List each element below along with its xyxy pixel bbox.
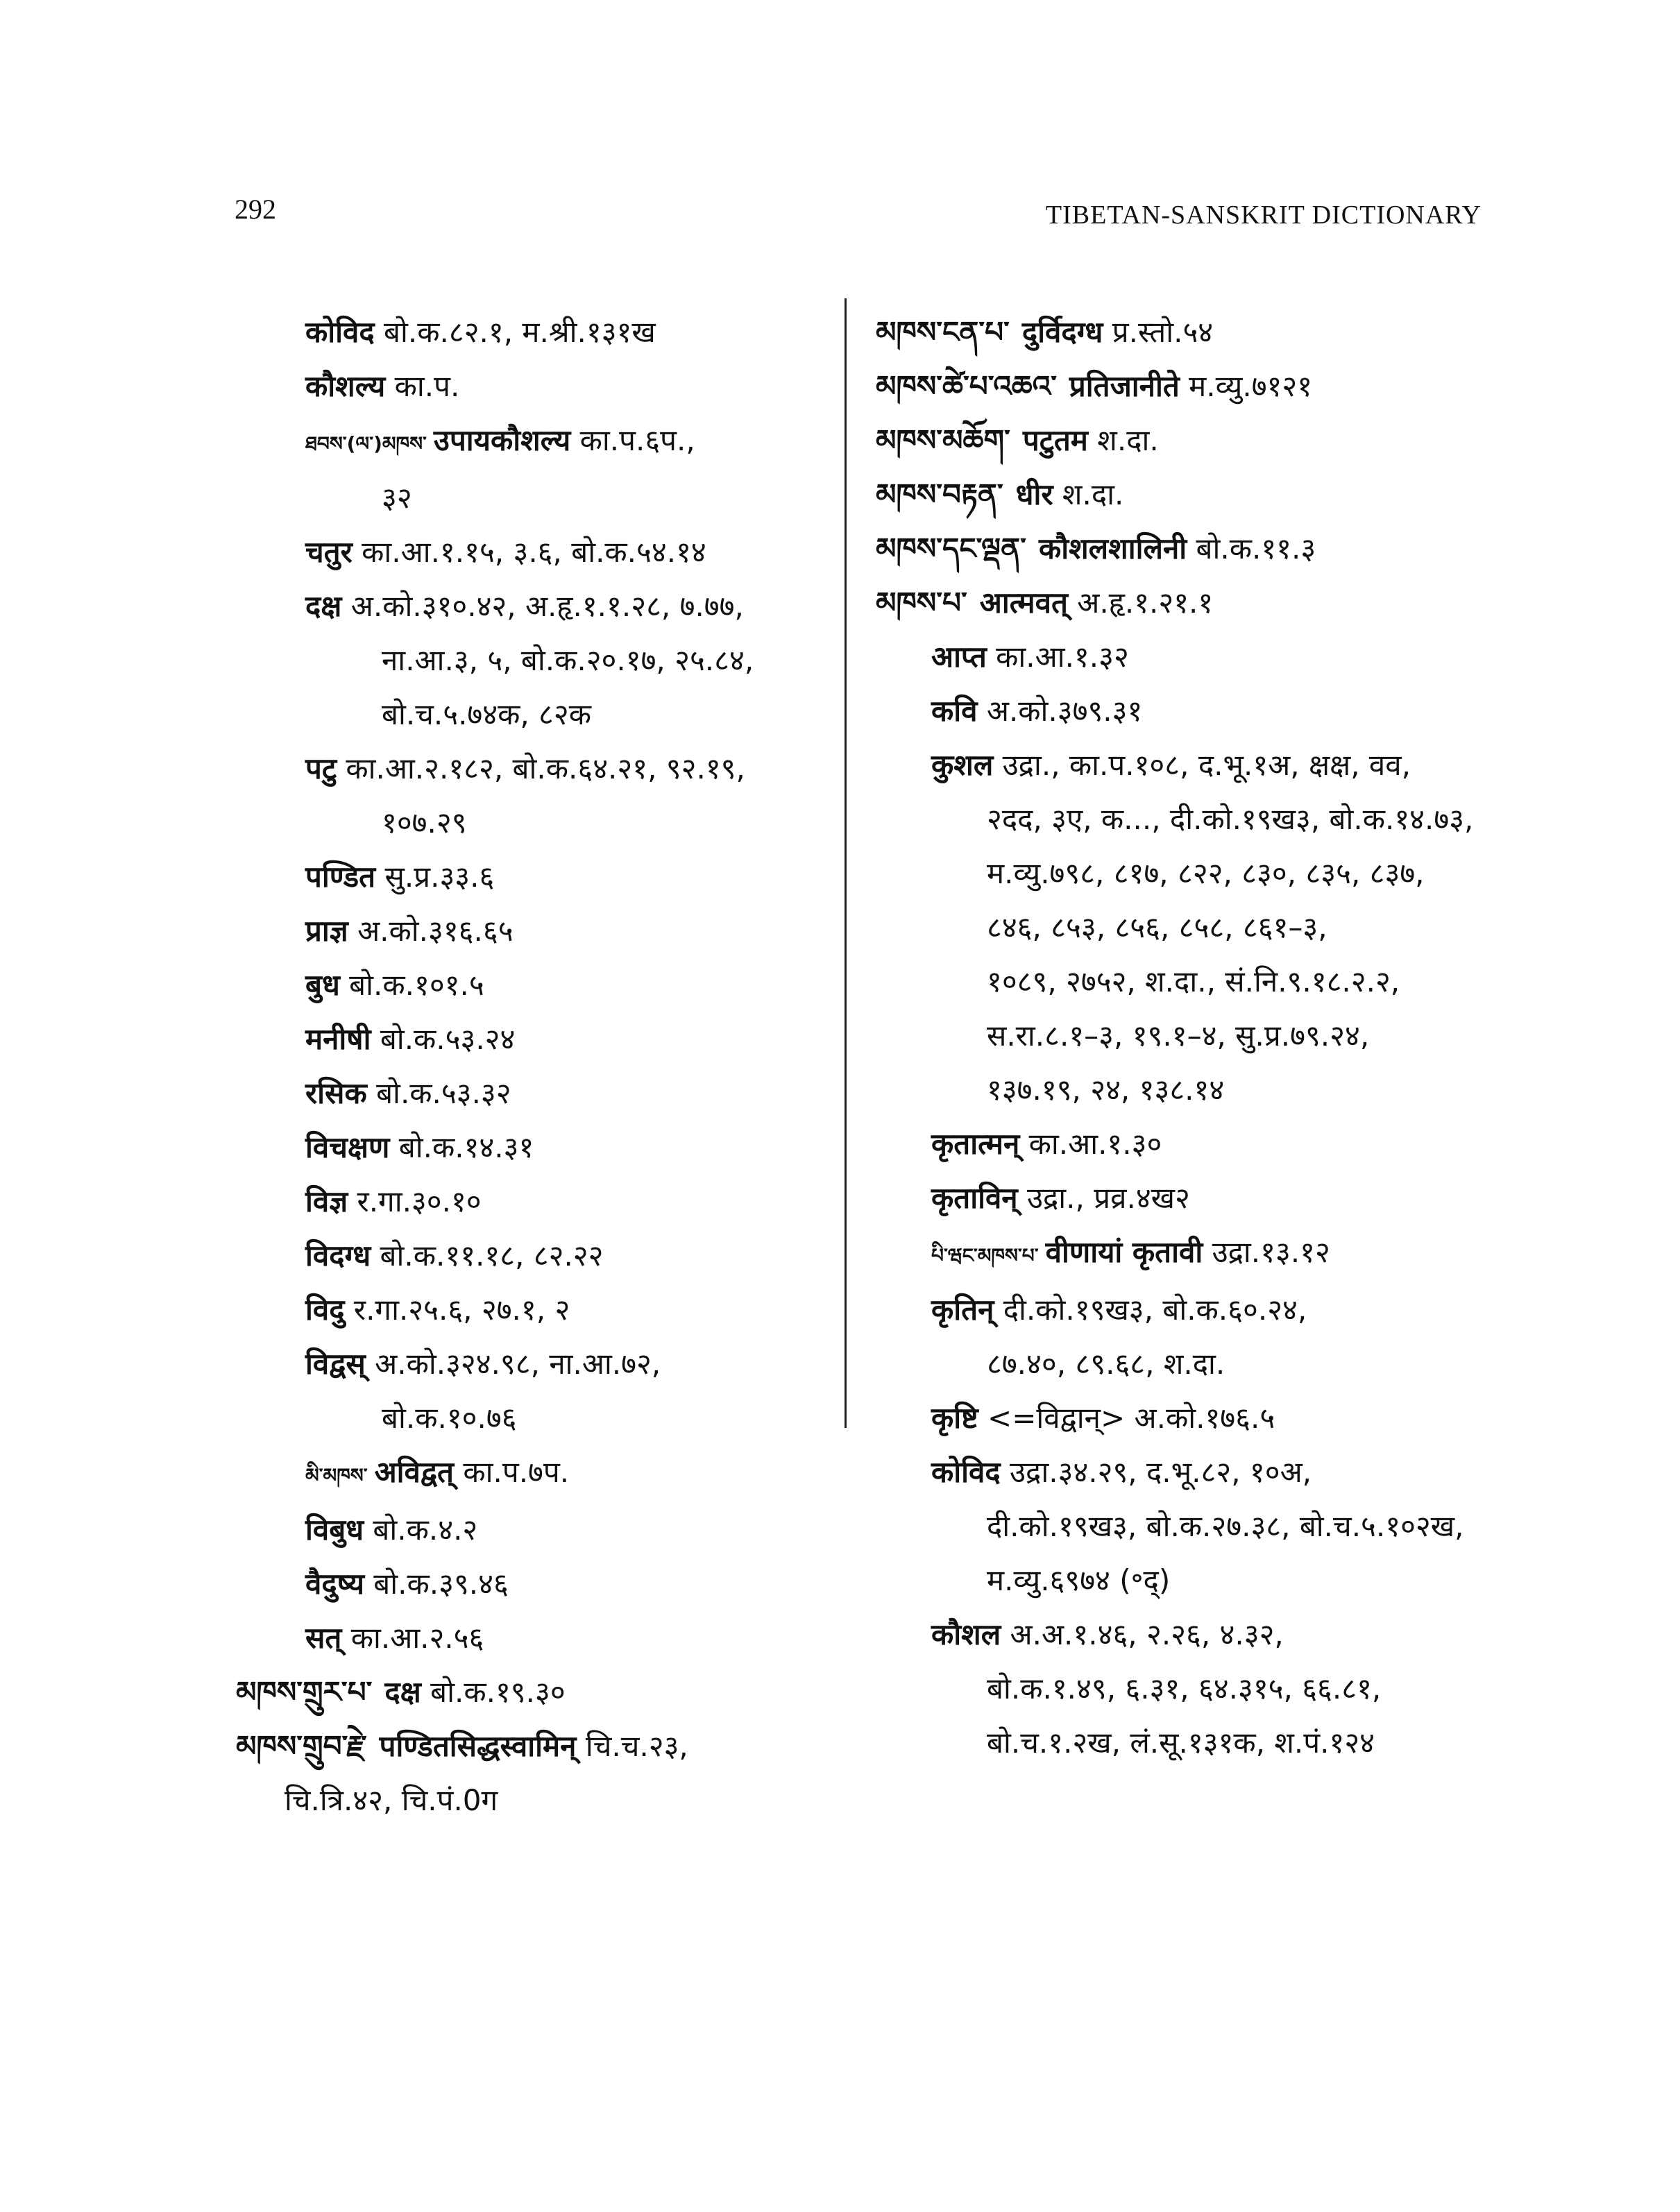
entry-continuation-line <box>931 1716 1486 1770</box>
entry-continuation-line <box>931 901 1486 955</box>
sanskrit-headword: वैदुष्य <box>305 1567 364 1601</box>
citation-text: बो.क.१०१.५ <box>349 968 484 1002</box>
sanskrit-headword: पटुतम <box>1022 423 1088 457</box>
citation-text: म.व्यु.७१२१ <box>1189 369 1313 403</box>
citation-text: का.आ.१.३२ <box>996 640 1129 674</box>
tibetan-term: མཁས་མཆོག་ <box>876 423 1010 457</box>
running-head: TIBETAN-SANSKRIT DICTIONARY <box>1045 201 1482 230</box>
dictionary-entry <box>236 1665 833 1719</box>
tibetan-term: མཁས་པ་ <box>876 586 967 620</box>
dictionary-entry <box>876 1608 1486 1770</box>
entry-line <box>305 1445 833 1503</box>
sanskrit-headword: कृतिन् <box>931 1293 994 1327</box>
citation-text: अ.को.३१६.६५ <box>357 914 514 948</box>
entry-line <box>305 742 833 796</box>
dictionary-entry <box>876 576 1486 630</box>
dictionary-entry <box>236 1611 833 1665</box>
entry-line <box>931 1608 1486 1662</box>
entry-line <box>931 1391 1486 1445</box>
entry-continuation-line <box>931 846 1486 901</box>
citation-text: बो.क.१४.३१ <box>398 1130 534 1164</box>
dictionary-entry <box>876 468 1486 522</box>
tibetan-term: མཁས་གྲུབ་རྗེ་ <box>236 1729 367 1763</box>
citation-text: प्र.स्तो.५४ <box>1112 315 1214 349</box>
citation-text: उद्रा.३४.२९, द.भू.८२, १०अ, <box>1010 1455 1312 1489</box>
tibetan-term: མཁས་བརྟན་ <box>876 477 1003 511</box>
sanskrit-headword: पण्डित <box>305 860 376 894</box>
entry-line <box>931 684 1486 738</box>
dictionary-entry <box>876 414 1486 468</box>
entry-continuation-line <box>305 1391 833 1445</box>
entry-line <box>931 1283 1486 1337</box>
citation-text: अ.अ.१.४६, २.२६, ४.३२, <box>1010 1617 1284 1651</box>
entry-line <box>931 1225 1486 1283</box>
citation-text: बो.क.११.१८, ८२.२२ <box>380 1239 604 1273</box>
entry-continuation-line <box>931 1554 1486 1608</box>
entry-line <box>876 576 1486 630</box>
dictionary-entry <box>876 1391 1486 1445</box>
dictionary-entry <box>876 1171 1486 1225</box>
dictionary-entry <box>876 738 1486 1117</box>
dictionary-entry <box>236 414 833 525</box>
citation-text: १३७.१९, २४, १३८.१४ <box>987 1073 1225 1107</box>
citation-text: अ.हृ.१.२१.१ <box>1077 586 1214 620</box>
entry-continuation-line <box>931 1499 1486 1554</box>
sanskrit-headword: कुशल <box>931 748 994 782</box>
dictionary-entry <box>236 1283 833 1337</box>
sanskrit-headword: सत् <box>305 1621 342 1655</box>
sanskrit-headword: उपायकौशल्य <box>433 423 571 457</box>
dictionary-entry <box>236 525 833 579</box>
entry-line <box>305 305 833 359</box>
entry-line <box>931 738 1486 792</box>
column-divider <box>845 298 847 1428</box>
tibetan-term: མཁས་ཚེ་པ་འཆའ་ <box>876 369 1057 403</box>
citation-text: का.प.६प., <box>579 423 695 457</box>
citation-text: अ.को.३१०.४२, अ.हृ.१.१.२८, ७.७७, <box>350 589 744 623</box>
citation-text: का.प. <box>394 369 460 403</box>
citation-text: का.आ.२.१८२, बो.क.६४.२१, ९२.१९, <box>346 751 745 785</box>
sanskrit-headword: दुर्विदग्ध <box>1021 315 1103 349</box>
entry-line <box>931 1445 1486 1499</box>
entry-line <box>876 359 1486 414</box>
page-number: 292 <box>235 194 276 225</box>
dictionary-entry <box>236 1503 833 1557</box>
entry-line <box>305 1012 833 1066</box>
entry-line <box>305 525 833 579</box>
dictionary-entry <box>236 1719 833 1828</box>
citation-text: स.रा.८.१–३, १९.१–४, सु.प्र.७९.२४, <box>987 1019 1370 1053</box>
entry-line <box>876 305 1486 359</box>
entry-line <box>305 359 833 414</box>
dictionary-entry <box>876 684 1486 738</box>
citation-text: बो.क.४.२ <box>373 1513 478 1547</box>
citation-text: उद्रा., का.प.१०८, द.भू.१अ, क्षक्ष, वव, <box>1002 748 1411 782</box>
tibetan-term: མཁས་དང་ལྡན་ <box>876 531 1026 565</box>
citation-text: का.आ.२.५६ <box>350 1621 484 1655</box>
entry-continuation-line <box>931 955 1486 1009</box>
entry-continuation-line <box>236 1773 833 1828</box>
entry-continuation-line <box>931 1662 1486 1716</box>
dictionary-entry <box>876 1225 1486 1283</box>
entry-line <box>876 468 1486 522</box>
dictionary-entry <box>236 1557 833 1611</box>
sanskrit-headword: कृताविन् <box>931 1181 1018 1215</box>
entry-continuation-line <box>305 471 833 525</box>
citation-text: बो.क.१.४९, ६.३१, ६४.३१५, ६६.८१, <box>987 1671 1382 1705</box>
entry-line <box>305 579 833 633</box>
dictionary-entry <box>876 522 1486 576</box>
citation-text: २दद, ३ए, क..., दी.को.१९ख३, बो.क.१४.७३, <box>987 802 1474 836</box>
entry-continuation-line <box>931 1009 1486 1063</box>
entry-line <box>236 1719 833 1773</box>
dictionary-entry <box>236 305 833 359</box>
sanskrit-headword: दक्ष <box>305 589 342 623</box>
sanskrit-headword: कोविद <box>305 315 375 349</box>
citation-text: बो.च.१.२ख, लं.सू.१३१क, श.पं.१२४ <box>987 1726 1375 1760</box>
sanskrit-headword: प्रतिजानीते <box>1069 369 1180 403</box>
entry-continuation-line <box>931 792 1486 846</box>
citation-text: उद्रा., प्रव्र.४ख२ <box>1026 1181 1190 1215</box>
dictionary-entry <box>876 1445 1486 1608</box>
entry-line <box>305 1066 833 1121</box>
dictionary-entry <box>236 359 833 414</box>
dictionary-entry <box>876 630 1486 684</box>
tibetan-term: མཁས་གྲུར་པ་ <box>236 1675 373 1709</box>
dictionary-entry <box>236 1229 833 1283</box>
citation-text: बो.क.८२.१, म.श्री.१३१ख <box>384 315 656 349</box>
sanskrit-headword: विदु <box>305 1293 345 1327</box>
sanskrit-headword: प्राज्ञ <box>305 914 348 948</box>
sanskrit-headword: आत्मवत् <box>979 586 1068 620</box>
sanskrit-headword: विचक्षण <box>305 1130 390 1164</box>
left-column <box>236 305 833 1828</box>
entry-line <box>305 850 833 904</box>
entry-line <box>236 1665 833 1719</box>
dictionary-entry <box>236 742 833 850</box>
citation-text: ८७.४०, ८९.६८, श.दा. <box>987 1347 1225 1381</box>
tibetan-term: པི་ཝང་མཁས་པ་ <box>931 1244 1039 1267</box>
right-column <box>876 305 1486 1770</box>
entry-line <box>931 630 1486 684</box>
dictionary-entry <box>236 1121 833 1175</box>
entry-line <box>305 1337 833 1391</box>
citation-text: ३२ <box>382 481 412 515</box>
citation-text: बो.क.५३.३२ <box>376 1076 511 1110</box>
citation-text: म.व्यु.७९८, ८१७, ८२२, ८३०, ८३५, ८३७, <box>987 856 1425 890</box>
citation-text: बो.क.३९.४६ <box>373 1567 509 1601</box>
dictionary-entry <box>876 359 1486 414</box>
sanskrit-headword: कौशल्य <box>305 369 386 403</box>
entry-continuation-line <box>931 1063 1486 1117</box>
dictionary-entry <box>236 1445 833 1503</box>
entry-continuation-line <box>931 1337 1486 1391</box>
citation-text: अ.को.३७९.३१ <box>986 694 1143 728</box>
entry-line <box>876 522 1486 576</box>
sanskrit-headword: पण्डितसिद्धस्वामिन् <box>379 1729 577 1763</box>
dictionary-entry <box>236 579 833 742</box>
sanskrit-headword: बुध <box>305 968 340 1002</box>
sanskrit-headword: दक्ष <box>384 1675 421 1709</box>
sanskrit-headword: विद्वस् <box>305 1347 366 1381</box>
entry-line <box>305 1503 833 1557</box>
citation-text: बो.क.५३.२४ <box>380 1022 516 1056</box>
sanskrit-headword: कौशलशालिनी <box>1038 531 1187 565</box>
entry-line <box>305 1229 833 1283</box>
dictionary-entry <box>236 1066 833 1121</box>
sanskrit-headword: कवि <box>931 694 978 728</box>
citation-text: बो.क.११.३ <box>1196 531 1316 565</box>
dictionary-entry <box>876 305 1486 359</box>
citation-text: ना.आ.३, ५, बो.क.२०.१७, २५.८४, <box>382 643 754 677</box>
citation-text: सु.प्र.३३.६ <box>384 860 495 894</box>
entry-line <box>931 1171 1486 1225</box>
entry-line <box>305 1121 833 1175</box>
citation-text: का.प.७प. <box>463 1455 570 1489</box>
entry-line <box>876 414 1486 468</box>
entry-continuation-line <box>305 688 833 742</box>
sanskrit-headword: धीर <box>1015 477 1053 511</box>
tibetan-term: ཐབས་(ལ་)མཁས་ <box>305 432 427 455</box>
tibetan-term: མཁས་ངན་པ་ <box>876 315 1010 349</box>
citation-text: चि.त्रि.४२, चि.पं.0ग <box>285 1783 498 1817</box>
citation-text: श.दा. <box>1097 423 1159 457</box>
citation-text: १०७.२९ <box>382 806 467 840</box>
entry-line <box>305 958 833 1012</box>
citation-text: म.व्यु.६९७४ (॰द्) <box>987 1563 1171 1597</box>
sanskrit-headword: विज्ञ <box>305 1184 348 1218</box>
citation-text: बो.च.५.७४क, ८२क <box>382 697 591 731</box>
sanskrit-headword: कृष्टि <box>931 1401 978 1435</box>
dictionary-entry <box>236 904 833 958</box>
entry-line <box>305 1283 833 1337</box>
dictionary-entry <box>236 850 833 904</box>
entry-line <box>305 414 833 471</box>
entry-continuation-line <box>305 633 833 688</box>
sanskrit-headword: विबुध <box>305 1513 364 1547</box>
sanskrit-headword: कोविद <box>931 1455 1001 1489</box>
citation-text: दी.को.१९ख३, बो.क.६०.२४, <box>1003 1293 1307 1327</box>
entry-line <box>305 1557 833 1611</box>
sanskrit-headword: विदग्ध <box>305 1239 371 1273</box>
sanskrit-headword: पटु <box>305 751 337 785</box>
citation-text: ८४६, ८५३, ८५६, ८५८, ८६१–३, <box>987 910 1327 944</box>
citation-text: बो.क.१९.३० <box>430 1675 566 1709</box>
citation-text: चि.च.२३, <box>585 1729 688 1763</box>
citation-text: र.गा.३०.१० <box>357 1184 482 1218</box>
dictionary-entry <box>236 1337 833 1445</box>
entry-line <box>305 1175 833 1229</box>
citation-text: श.दा. <box>1062 477 1124 511</box>
sanskrit-headword: कृतात्मन् <box>931 1127 1020 1161</box>
citation-text: अ.को.३२४.९८, ना.आ.७२, <box>375 1347 661 1381</box>
citation-text: १०८९, २७५२, श.दा., सं.नि.९.१८.२.२, <box>987 964 1400 998</box>
sanskrit-headword: कौशल <box>931 1617 1001 1651</box>
sanskrit-headword: चतुर <box>305 535 353 569</box>
sanskrit-headword: वीणायां कृतावी <box>1045 1235 1203 1269</box>
sanskrit-headword: आप्त <box>931 640 987 674</box>
dictionary-entry <box>236 1012 833 1066</box>
entry-line <box>305 1611 833 1665</box>
dictionary-entry <box>876 1117 1486 1171</box>
citation-text: उद्रा.१३.१२ <box>1212 1235 1330 1269</box>
citation-text: दी.को.१९ख३, बो.क.२७.३८, बो.च.५.१०२ख, <box>987 1509 1464 1543</box>
entry-line <box>931 1117 1486 1171</box>
entry-continuation-line <box>305 796 833 850</box>
citation-text: <=विद्वान्> अ.को.१७६.५ <box>987 1401 1275 1435</box>
citation-text: का.आ.१.३० <box>1028 1127 1162 1161</box>
sanskrit-headword: अविद्वत् <box>374 1455 454 1489</box>
sanskrit-headword: मनीषी <box>305 1022 371 1056</box>
dictionary-entry <box>236 1175 833 1229</box>
tibetan-term: མི་མཁས་ <box>305 1464 368 1487</box>
citation-text: र.गा.२५.६, २७.१, २ <box>353 1293 570 1327</box>
citation-text: का.आ.१.१५, ३.६, बो.क.५४.१४ <box>362 535 706 569</box>
dictionary-entry <box>236 958 833 1012</box>
dictionary-entry <box>876 1283 1486 1391</box>
entry-line <box>305 904 833 958</box>
sanskrit-headword: रसिक <box>305 1076 367 1110</box>
citation-text: बो.क.१०.७६ <box>382 1401 517 1435</box>
